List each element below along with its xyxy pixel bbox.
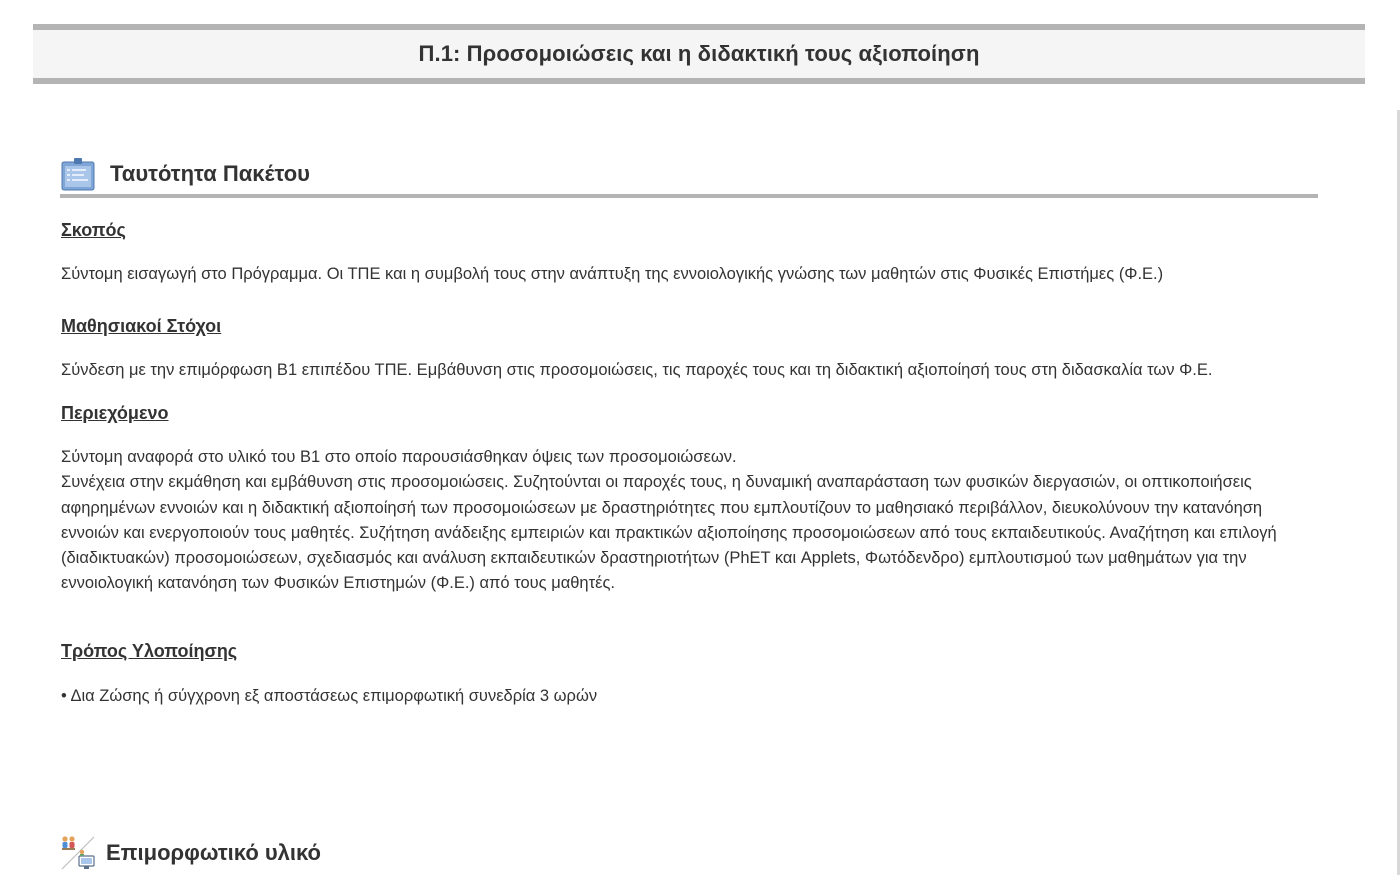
material-title-wrap <box>106 840 321 866</box>
implementation-heading: Τρόπος Υλοποίησης <box>61 641 238 661</box>
material-section-header <box>60 832 1318 874</box>
material-section-title: Επιμορφωτικό υλικό <box>106 840 321 865</box>
clipboard-list-icon <box>60 156 96 192</box>
content-line: αφηρημένων εννοιών και η διδακτική αξιοποίησή των προσομοιώσεων με δραστηριότητες που εμπλουτίζουν το μαθησιακό περιβάλλον, διευκολύνουν την κατανόηση <box>61 498 1263 517</box>
training-people-icon <box>60 835 96 871</box>
learning-goals-heading: Μαθησιακοί Στόχοι <box>61 316 222 336</box>
purpose-heading: Σκοπός <box>61 220 126 240</box>
page-title: Π.1: Προσομοιώσεις και η διδακτική τους αξιοποίηση <box>418 41 980 66</box>
content-heading: Περιεχόμενο <box>61 403 169 423</box>
content-line: Σύντομη αναφορά στο υλικό του Β1 στο οποίο παρουσιάσθηκαν όψεις των προσομοιώσεων. <box>61 448 737 466</box>
content-text <box>61 445 1277 597</box>
content-line: (διαδικτυακών) προσομοιώσεων, σχεδιασμός και ανάλυση εκπαιδευτικών δραστηριοτήτων (PhET και Applets, Φωτόδενδρο) εμπλουτισμού των μαθημάτων για την <box>61 549 1247 568</box>
implementation-text: • Δια Ζώσης ή σύγχρονη εξ αποστάσεως επιμορφωτική συνεδρία 3 ωρών <box>61 687 598 705</box>
content-line: εννοιολογική κατανόηση των Φυσικών Επιστημών (Φ.Ε.) από τους μαθητές. <box>61 574 616 593</box>
page-title-bar <box>33 24 1365 84</box>
purpose-text: Σύντομη εισαγωγή στο Πρόγραμμα. Οι ΤΠΕ και η συμβολή τους στην ανάπτυξη της εννοιολογικής γνώσης των μαθητών στις Φυσικές Επιστήμες (Φ.Ε.) <box>61 265 1164 283</box>
learning-goals-text: Σύνδεση με την επιμόρφωση Β1 επιπέδου ΤΠΕ. Εμβάθυνση στις προσομοιώσεις, τις παροχές τους και τη διδακτική αξιοποίησή τους στη διδασκαλία των Φ.Ε. <box>61 361 1213 379</box>
identity-section-title: Ταυτότητα Πακέτου <box>110 161 310 186</box>
identity-section-header <box>60 154 1318 198</box>
content-line: εννοιών και ενεργοποιούν τους μαθητές. Συζήτηση ανάδειξης εμπειριών και πρακτικών αξιοποίησης προσομοιώσεων από τους εκπαιδευτικούς. Αναζήτηση και επιλογή <box>61 523 1277 542</box>
content-line: Συνέχεια στην εκμάθηση και εμβάθυνση στις προσομοιώσεις. Συζητούνται οι παροχές τους, η δυναμική αναπαράσταση των φυσικών διεργασιών, οι οπτικοποιήσεις <box>61 473 1252 492</box>
